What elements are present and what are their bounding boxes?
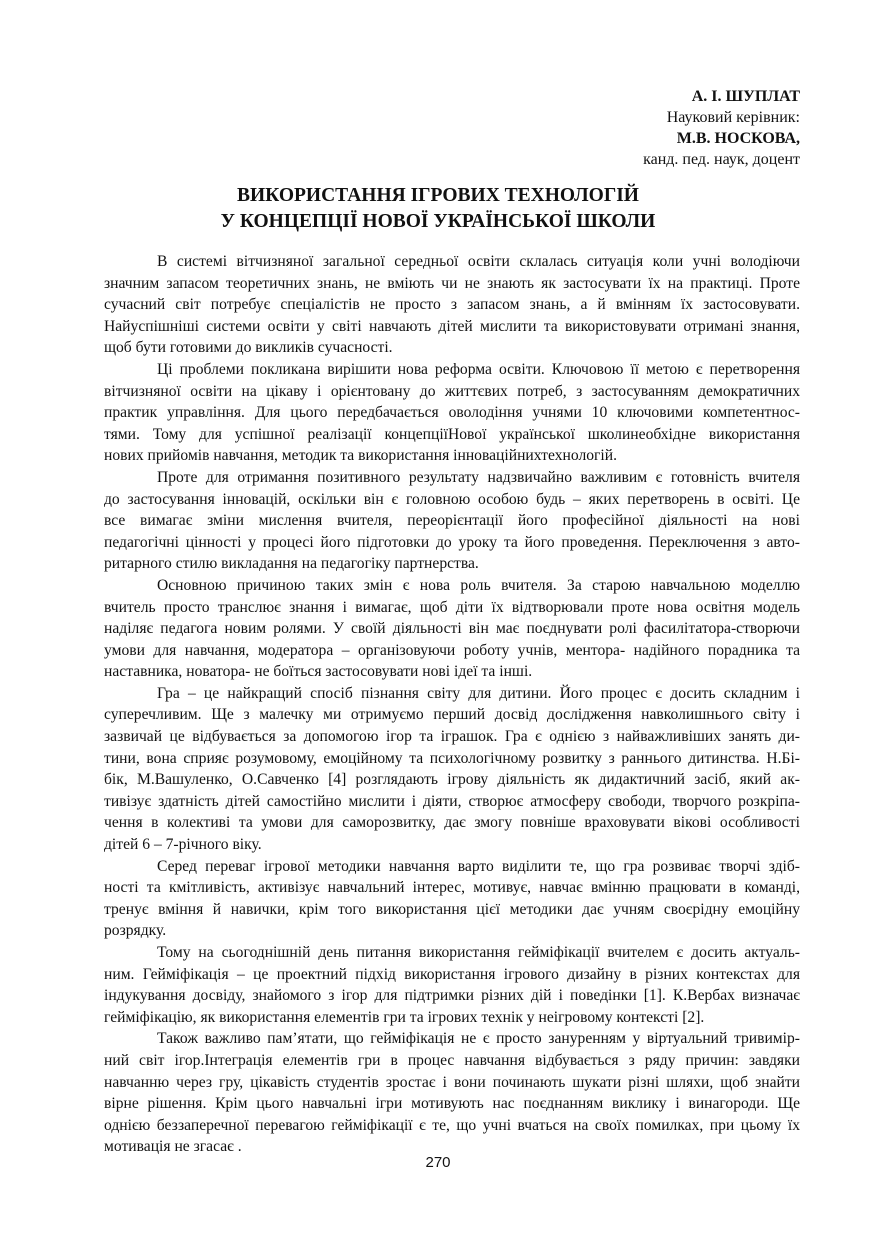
text-line: вірне рішення. Крім цього навчальні ігри мотивують нас поєднанням виклику і винагороди. Ще <box>104 1095 800 1113</box>
paragraph <box>104 467 800 575</box>
supervisor-degree: канд. пед. наук, доцент <box>643 151 800 168</box>
author-name: А. І. ШУПЛАТ <box>691 88 800 105</box>
paragraph <box>104 251 800 359</box>
text-line: зазвичай це відбувається за допомогою ігор та іграшок. Гра є однією з найважливіших занять ди- <box>104 728 800 746</box>
text-line: тренує вміння й навички, крім того використання цієї методики дає учням своєрідну емоційну <box>104 900 800 918</box>
text-line: дітей 6 – 7-річного віку. <box>104 836 262 854</box>
text-line: чення в колективі та умови для саморозвитку, дає змогу повніше враховувати вікові особливості <box>104 814 800 832</box>
text-line: тини, вона сприяє розумовому, емоційному та психологічному розвитку з раннього дитинства. Н.Бі- <box>104 749 800 767</box>
title-line: ВИКОРИСТАННЯ ІГРОВИХ ТЕХНОЛОГІЙ <box>237 185 639 206</box>
paragraph <box>104 359 800 467</box>
text-line: практик управління. Для цього передбачається оволодіння учнями 10 ключовими компетентнос- <box>104 404 800 422</box>
text-line: тями. Тому для успішної реалізації концепціїНової української школинеобхідне використання <box>104 425 800 443</box>
article-title <box>0 183 876 235</box>
text-line: розрядку. <box>104 922 167 940</box>
text-line: до застосування інновацій, оскільки він є головною особою будь – яких перетворень в освіті. Це <box>104 490 800 508</box>
supervisor-label: Науковий керівник: <box>666 109 800 126</box>
paragraph <box>104 575 800 683</box>
text-line: ний світ ігор.Інтеграція елементів гри в процес навчання відбувається з ряду причин: завдяки <box>104 1051 800 1069</box>
text-line: мотивація не згасає . <box>104 1138 242 1156</box>
text-line: наділяє педагога новим ролями. У своїй діяльності він має поєднувати ролі фасилітатора-створючи <box>104 620 800 638</box>
paragraph <box>104 942 800 1028</box>
page-number: 270 <box>425 1154 451 1171</box>
text-line: Гра – це найкращий спосіб пізнання світу для дитини. Його процес є досить складним і <box>157 684 800 702</box>
article-body <box>104 251 800 1158</box>
text-line: індукування досвіду, знайомого з ігор для підтримки різних дій і поведінки [1]. К.Вербах визначає <box>104 987 800 1005</box>
text-line: вчитель просто транслює знання і вимагає, щоб діти їх відтворювали проте нова освітня модель <box>104 598 800 616</box>
text-line: сучасний світ потребує спеціалістів не просто з запасом знань, а й вмінням їх застосовувати. <box>104 296 800 314</box>
text-line: суперечливим. Ще з малечку ми отримуємо перший досвід дослідження навколишнього світу і <box>104 706 800 724</box>
text-line: Найуспішніші системи освіти у світі навчають дітей мислити та використовувати отримані знання, <box>104 317 800 335</box>
paragraph <box>104 683 800 856</box>
text-line: Ці проблеми покликана вирішити нова реформа освіти. Ключовою її метою є перетворення <box>157 360 800 378</box>
text-line: нових прийомів навчання, методик та використання інноваційнихтехнологій. <box>104 447 617 465</box>
text-line: Серед переваг ігрової методики навчання варто виділити те, що гра розвиває творчі здіб- <box>157 857 800 875</box>
text-line: ритарного стилю викладання на педагогіку партнерства. <box>104 555 479 573</box>
paragraph <box>104 856 800 942</box>
text-line: однією беззаперечної перевагою гейміфікації є те, що учні вчаться на своїх помилках, при цьому їх <box>104 1116 800 1134</box>
title-line: У КОНЦЕПЦІЇ НОВОЇ УКРАЇНСЬКОЇ ШКОЛИ <box>220 211 656 232</box>
text-line: Основною причиною таких змін є нова роль вчителя. За старою навчальною моделлю <box>157 576 800 594</box>
text-line: гейміфікацію, як використання елементів гри та ігрових технік у неігровому контексті [2]. <box>104 1008 705 1026</box>
text-line: педагогічні цінності у процесі його підготовки до уроку та його проведення. Переключення з авто- <box>104 533 800 551</box>
text-line: бік, М.Вашуленко, О.Савченко [4] розглядають ігрову діяльність як дидактичний засіб, який ак- <box>104 771 800 789</box>
author-block <box>643 86 800 170</box>
text-line: ності та кмітливість, активізує навчальний інтерес, мотивує, навчає вмінню працювати в команді, <box>104 879 800 897</box>
text-line: тивізує здатність дітей самостійно мислити і діяти, створює атмосферу свободи, творчого розкріпа- <box>104 792 800 810</box>
text-line: навчанню через гру, цікавість студентів зростає і вони починають шукати різні шляхи, щоб знайти <box>104 1073 800 1091</box>
text-line: наставника, новатора- не боїться застосовувати нові ідеї та інші. <box>104 663 533 681</box>
text-line: Тому на сьогоднішній день питання використання гейміфікації вчителем є досить актуаль- <box>157 944 800 961</box>
text-line: ним. Гейміфікація – це проектний підхід використання ігрового дизайну в різних контекстах для <box>104 965 800 983</box>
text-line: щоб бути готовими до викликів сучасності. <box>104 339 393 357</box>
text-line: Проте для отримання позитивного результату надзвичайно важливим є готовність вчителя <box>157 468 800 486</box>
text-line: все вимагає зміни мислення вчителя, переорієнтації його професійної діяльності на нові <box>104 512 800 530</box>
text-line: вітчизняної освіти на цікаву і орієнтовану до життєвих потреб, з застосуванням демократичних <box>104 382 800 400</box>
paragraph <box>104 1028 800 1158</box>
text-line: значним запасом теоретичних знань, не вміють чи не знають як застосувати їх на практиці. Проте <box>104 274 800 292</box>
text-line: В системі вітчизняної загальної середньої освіти склалась ситуація коли учні володіючи <box>157 253 800 270</box>
text-line: умови для навчання, модератора – організовуючи роботу учнів, ментора- надійного порадника та <box>104 641 800 659</box>
supervisor-name: М.В. НОСКОВА, <box>676 130 800 147</box>
text-line: Також важливо пам’ятати, що гейміфікація не є просто зануренням у віртуальний тривимір- <box>157 1030 800 1048</box>
